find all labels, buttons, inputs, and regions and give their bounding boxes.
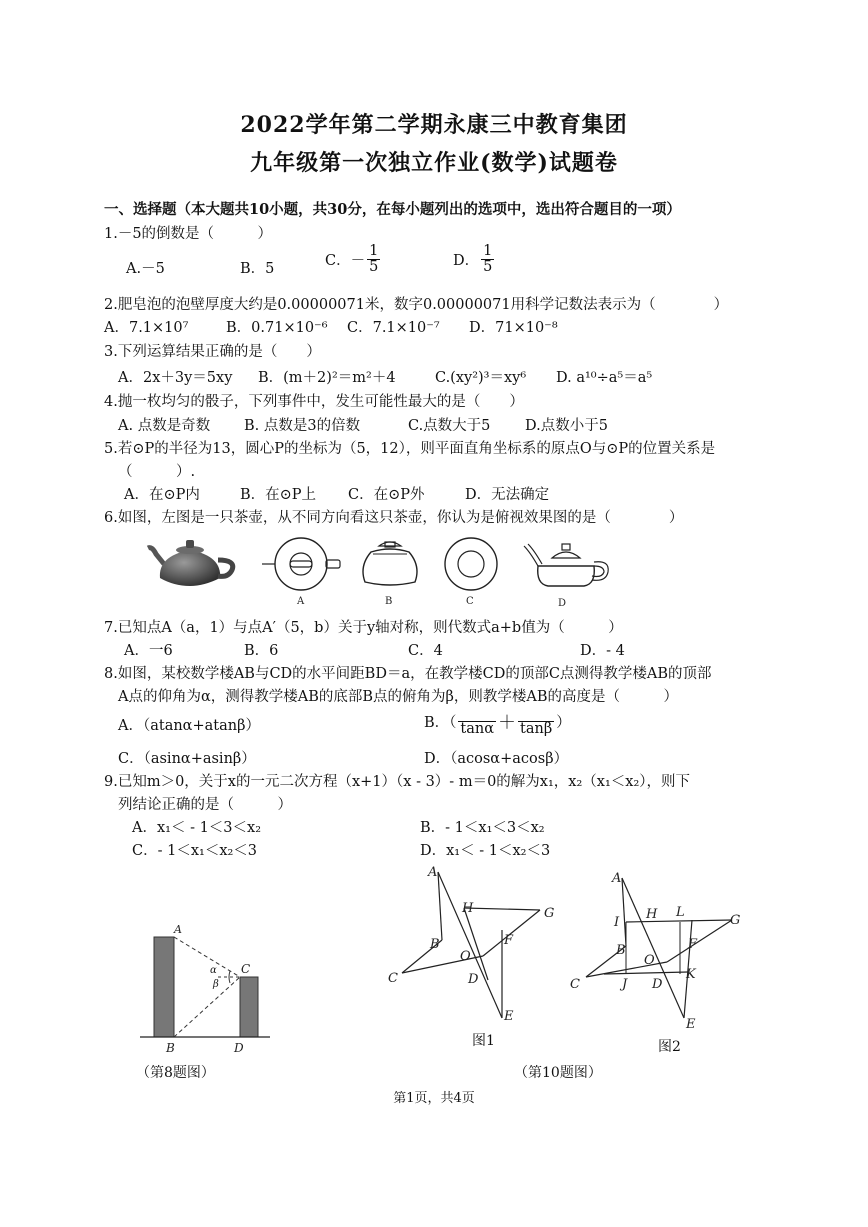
- svg-text:A: A: [428, 865, 438, 880]
- q3-option-b: B．(m＋2)²＝m²＋4: [258, 370, 396, 386]
- q3-option-c: C.(xy²)³＝xy⁶: [435, 370, 527, 386]
- figure-q10-1: [380, 860, 570, 1035]
- q1-stem: 1.－5的倒数是（ ）: [104, 226, 273, 242]
- q9-option-d: D．x₁＜ - 1＜x₂＜3: [420, 843, 551, 859]
- q1-option-d: D． $\frac{1}{5}$: [453, 243, 493, 276]
- svg-text:β: β: [213, 979, 219, 990]
- q4-option-c: C.点数大于5: [408, 418, 491, 434]
- q8-option-a: A．（atanα+atanβ）: [118, 718, 260, 734]
- label-c: C: [466, 596, 474, 607]
- q3-stem: 3.下列运算结果正确的是（ ）: [104, 344, 321, 360]
- label-a: A: [297, 596, 305, 607]
- svg-text:C: C: [570, 977, 580, 992]
- q7-option-c: C．4: [408, 643, 443, 659]
- svg-text:H: H: [462, 901, 474, 916]
- svg-text:G: G: [730, 913, 741, 928]
- q7-option-a: A．一6: [124, 643, 173, 659]
- svg-text:F: F: [688, 937, 698, 952]
- svg-text:H: H: [646, 907, 658, 922]
- q5-option-c: C．在⊙P外: [348, 487, 425, 503]
- q8-option-d: D．（acosα+acosβ）: [424, 751, 569, 767]
- figure-q8: [130, 915, 280, 1060]
- svg-text:O: O: [460, 949, 471, 964]
- q3-option-a: A．2x＋3y＝5xy: [118, 370, 233, 386]
- label-d: D: [558, 598, 567, 609]
- svg-text:B: B: [430, 937, 440, 952]
- q7-option-d: D．- 4: [580, 643, 625, 659]
- teapot-view-c: [440, 536, 502, 608]
- q1-option-b: B．5: [240, 261, 275, 277]
- svg-text:E: E: [686, 1017, 696, 1032]
- svg-text:B: B: [616, 943, 626, 958]
- svg-text:E: E: [504, 1009, 514, 1024]
- q5-stem: 5.若⊙P的半径为13，圆心P的坐标为（5，12），则平面直角坐标系的原点O与⊙P的位置关系是: [104, 441, 716, 457]
- teapot-view-d: [520, 536, 612, 612]
- q8-stem: 8.如图，某校数学楼AB与CD的水平间距BD＝a，在教学楼CD的顶部C点测得教学楼AB的顶部: [104, 666, 712, 682]
- label-b: B: [385, 596, 393, 607]
- q9-option-b: B．- 1＜x₁＜3＜x₂: [420, 820, 545, 836]
- q9-option-a: A．x₁＜ - 1＜3＜x₂: [132, 820, 262, 836]
- q4-option-a: A. 点数是奇数: [118, 418, 211, 434]
- svg-text:J: J: [622, 977, 628, 992]
- figure-q10-2-caption: 图2: [658, 1039, 681, 1055]
- svg-text:G: G: [544, 906, 555, 921]
- teapot-photo: [144, 534, 238, 590]
- q5-option-a: A．在⊙P内: [124, 487, 200, 503]
- q1-option-a: A.－5: [126, 261, 165, 277]
- page-title: 2022学年第二学期永康三中教育集团: [240, 112, 628, 138]
- q9-stem: 9.已知m＞0，关于x的一元二次方程（x+1）（x - 3）- m＝0的解为x₁，x₂（x₁＜x₂），则下: [104, 774, 691, 790]
- q7-stem: 7.已知点A（a，1）与点A′（5，b）关于y轴对称，则代数式a+b值为（ ）: [104, 620, 623, 636]
- q2-option-b: B．0.71×10⁻⁶: [226, 320, 328, 336]
- svg-text:B: B: [166, 1041, 175, 1055]
- svg-text:C: C: [241, 962, 251, 976]
- figure-q10-2: [564, 866, 754, 1036]
- figure-q8-caption: （第8题图）: [136, 1065, 215, 1081]
- q6-stem: 6.如图，左图是一只茶壶，从不同方向看这只茶壶，你认为是俯视效果图的是（ ）: [104, 510, 684, 526]
- q1-option-c: C．－ $\frac{1}{5}$: [325, 243, 379, 276]
- svg-text:C: C: [388, 971, 398, 986]
- q4-option-b: B. 点数是3的倍数: [244, 418, 361, 434]
- svg-text:I: I: [614, 915, 620, 930]
- svg-text:L: L: [676, 905, 685, 920]
- q4-option-d: D.点数小于5: [525, 418, 608, 434]
- q2-option-a: A．7.1×10⁷: [104, 320, 189, 336]
- figure-q10-caption: （第10题图）: [514, 1065, 602, 1081]
- q9-option-c: C．- 1＜x₁＜x₂＜3: [132, 843, 258, 859]
- teapot-view-b: [355, 536, 425, 608]
- figure-q10-1-caption: 图1: [472, 1033, 495, 1049]
- q2-stem: 2.肥皂泡的泡壁厚度大约是0.00000071米，数字0.00000071用科学记数法表示为（ ）: [104, 297, 729, 313]
- q9-stem-cont: 列结论正确的是（ ）: [118, 797, 292, 813]
- q2-option-d: D．71×10⁻⁸: [469, 320, 558, 336]
- svg-text:O: O: [644, 953, 655, 968]
- q8-stem-cont: A点的仰角为α，测得教学楼AB的底部B点的俯角为β，则教学楼AB的高度是（ ）: [118, 689, 679, 705]
- section-heading: 一、选择题（本大题共10小题，共30分，在每小题列出的选项中，选出符合题目的一项）: [104, 201, 681, 218]
- q5-option-d: D．无法确定: [465, 487, 550, 503]
- svg-text:D: D: [652, 977, 663, 992]
- q8-option-b: B．（ tanα ＋ tanβ ）: [424, 706, 571, 737]
- svg-text:K: K: [686, 967, 696, 982]
- q2-option-c: C．7.1×10⁻⁷: [347, 320, 440, 336]
- svg-text:α: α: [210, 965, 217, 976]
- svg-text:F: F: [504, 933, 514, 948]
- svg-text:A: A: [612, 871, 622, 886]
- svg-text:D: D: [468, 972, 479, 987]
- q5-stem-cont: （ ）.: [118, 464, 196, 480]
- page-subtitle: 九年级第一次独立作业(数学)试题卷: [250, 150, 618, 176]
- q5-option-b: B．在⊙P上: [240, 487, 317, 503]
- teapot-view-a: [260, 536, 342, 608]
- page-footer: 第1页，共4页: [393, 1091, 475, 1106]
- q4-stem: 4.抛一枚均匀的骰子，下列事件中，发生可能性最大的是（ ）: [104, 394, 524, 410]
- svg-text:D: D: [234, 1041, 244, 1055]
- svg-text:A: A: [174, 923, 182, 936]
- q8-option-c: C．（asinα+asinβ）: [118, 751, 256, 767]
- q7-option-b: B．6: [244, 643, 279, 659]
- q3-option-d: D. a¹⁰÷a⁵＝a⁵: [556, 370, 653, 386]
